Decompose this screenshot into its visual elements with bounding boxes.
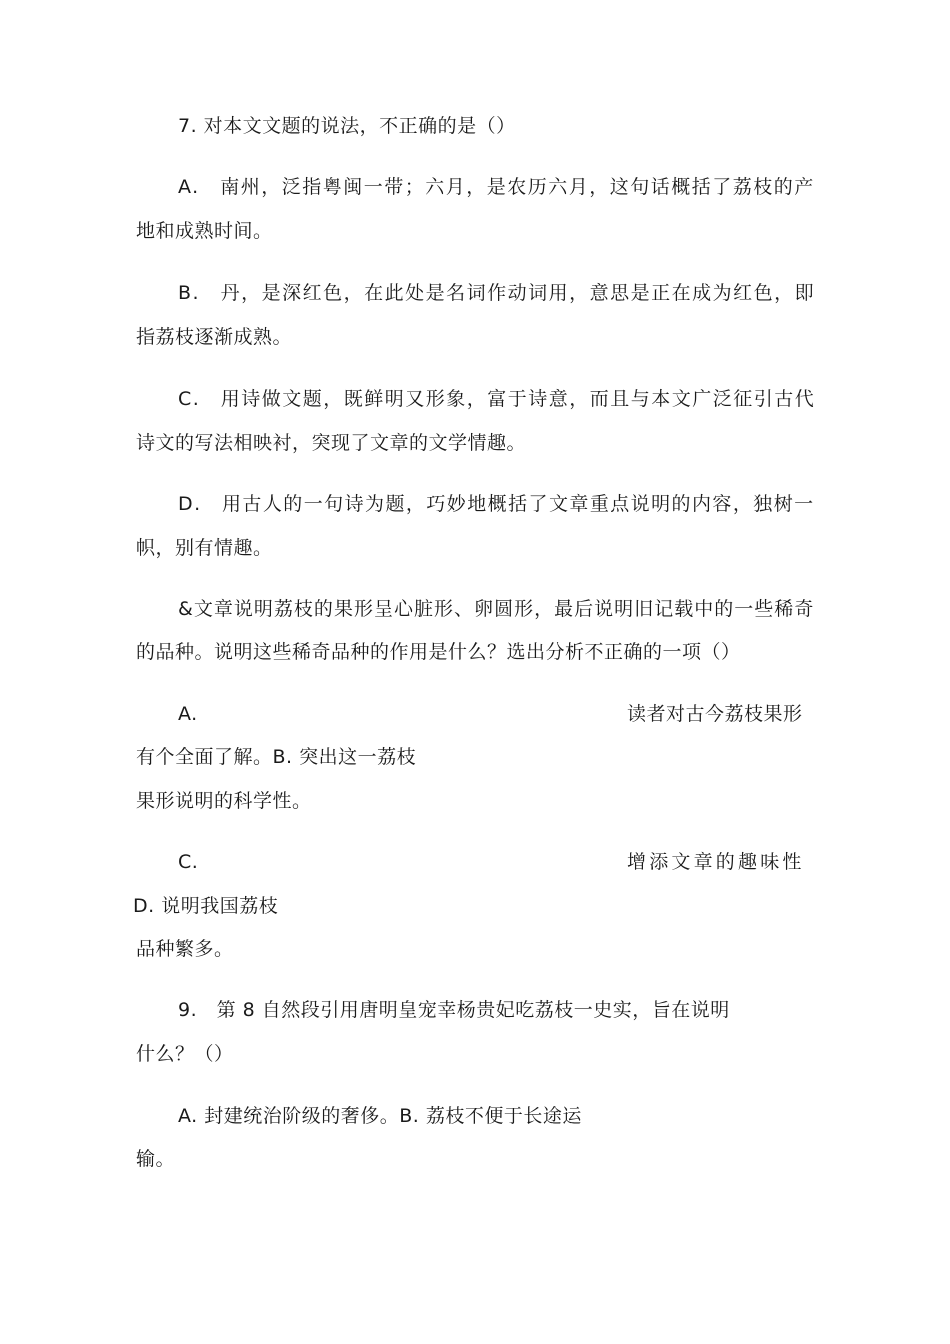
q7-stem: 7. 对本文文题的说法，不正确的是（） — [178, 115, 516, 137]
q8-option-d-continuation: 品种繁多。 — [136, 938, 234, 960]
q8-option-c-label: C. — [178, 851, 199, 873]
q7-option-c-line2: 诗文的写法相映衬，突现了文章的文学情趣。 — [136, 432, 527, 454]
q8-stem-line1: &文章说明荔枝的果形呈心脏形、卵圆形，最后说明旧记载中的一些稀奇 — [178, 598, 815, 620]
q8-option-d-line: D. 说明我国荔枝 — [133, 895, 279, 917]
q7-option-b-line2: 指荔枝逐渐成熟。 — [136, 326, 293, 348]
q8-option-a-b-continuation: 有个全面了解。B. 突出这一荔枝 — [136, 746, 417, 768]
q7-option-d-line2: 帜，别有情趣。 — [136, 537, 273, 559]
q7-option-b-line1: B. 丹，是深红色，在此处是名词作动词用，意思是正在成为红色，即 — [178, 282, 816, 304]
q9-stem-line1: 9. 第 8 自然段引用唐明皇宠幸杨贵妃吃荔枝一史实，旨在说明 — [178, 999, 730, 1021]
q7-option-a-line2: 地和成熟时间。 — [136, 220, 273, 242]
q8-option-a-label: A. — [178, 703, 198, 725]
q9-stem-line2: 什么？（） — [136, 1043, 234, 1065]
q8-option-a-text: 读者对古今荔枝果形 — [627, 703, 803, 725]
q7-option-c-line1: C. 用诗做文题，既鲜明又形象，富于诗意，而且与本文广泛征引古代 — [178, 388, 816, 410]
q9-option-b-continuation: 输。 — [136, 1148, 176, 1170]
q8-option-c-text: 增添文章的趣味性 — [627, 851, 805, 873]
q7-option-a-line1: A. 南州，泛指粤闽一带；六月，是农历六月，这句话概括了荔枝的产 — [178, 176, 815, 198]
q9-options-ab-line: A. 封建统治阶级的奢侈。B. 荔枝不便于长途运 — [178, 1105, 582, 1127]
q8-stem-line2: 的品种。说明这些稀奇品种的作用是什么？选出分析不正确的一项（） — [136, 641, 741, 663]
q7-option-d-line1: D. 用古人的一句诗为题，巧妙地概括了文章重点说明的内容，独树一 — [178, 493, 815, 515]
q8-option-b-continuation: 果形说明的科学性。 — [136, 790, 312, 812]
